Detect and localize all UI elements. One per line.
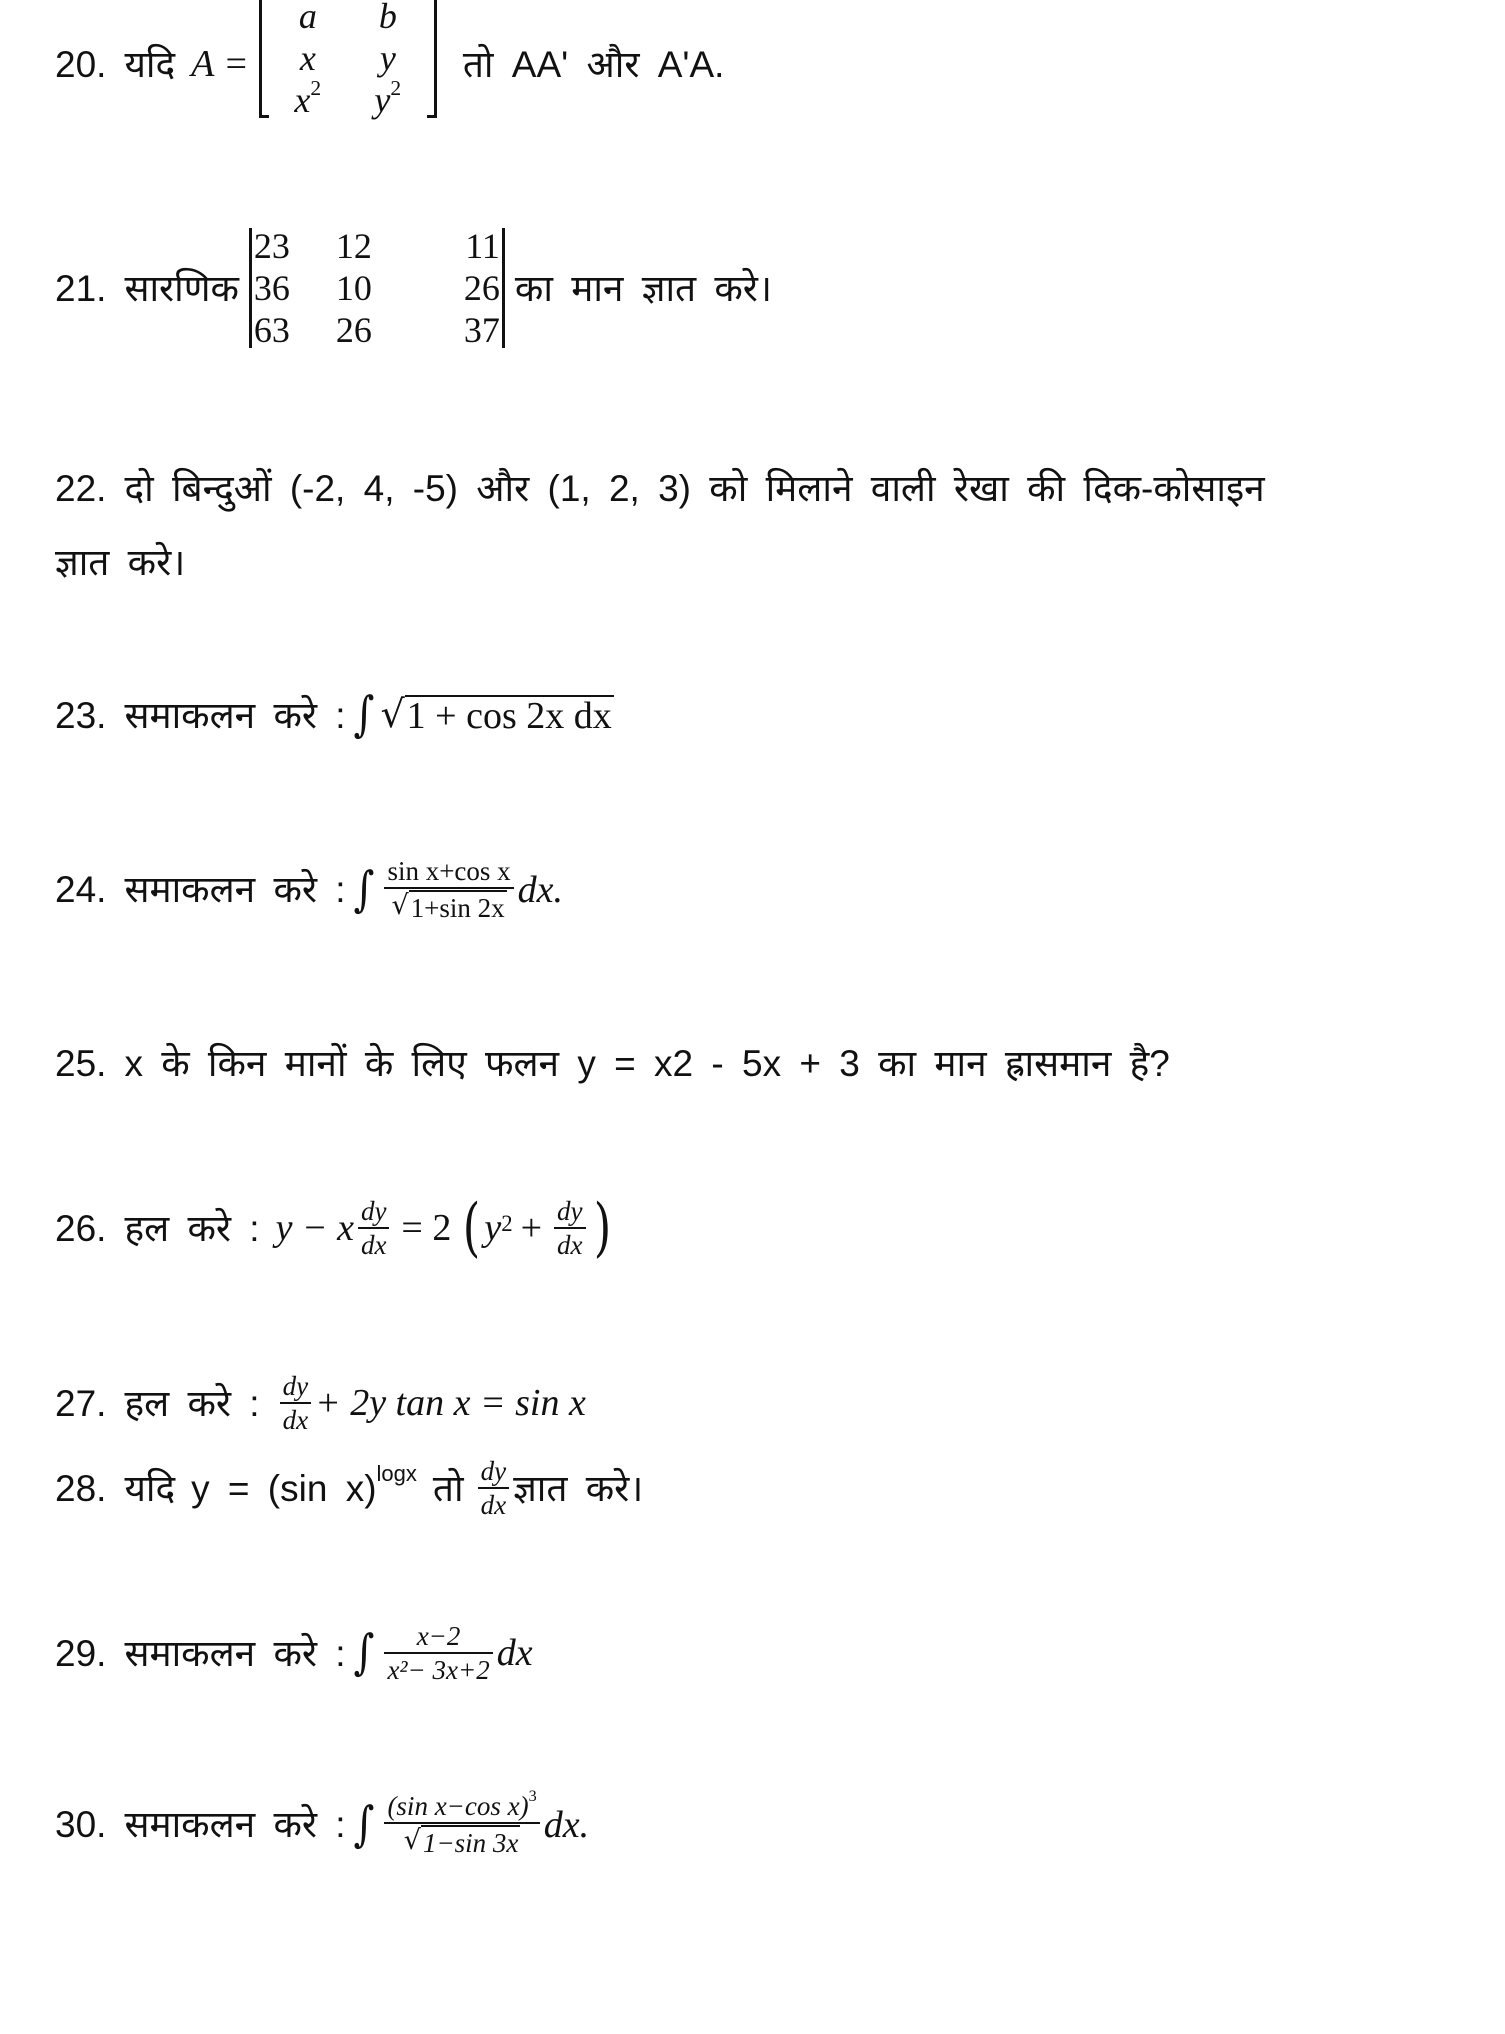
question-30 [55, 1787, 590, 1860]
question-prefix: हल करे : [124, 1207, 260, 1249]
math-lhs: A = [191, 43, 249, 85]
question-number: 30. [55, 1804, 107, 1846]
question-mid: तो [432, 1467, 464, 1509]
differential-equation: $\frac{dy}{dx}$ + 2y tan x = sin x [276, 1370, 586, 1437]
question-number: 26. [55, 1207, 107, 1249]
integral-sign: ∫ [353, 687, 375, 743]
question-prefix: समाकलन करे : [124, 1632, 346, 1674]
differential-equation: y − x $\frac{dy}{dx}$ = 2 ( y 2 + $\frac{dy}{dx}$ ) [275, 1191, 611, 1266]
question-22-line2: ज्ञात करे। [55, 542, 186, 583]
question-number: 24. [55, 869, 107, 911]
question-number: 21. [55, 267, 107, 309]
integral-sign: ∫ [353, 862, 375, 918]
exponent: logx [376, 1461, 417, 1487]
integral-expression: ∫ (sin x−cos x)$^3$ √ 1−sin 3x dx. [353, 1787, 590, 1859]
question-26 [55, 1191, 615, 1266]
question-prefix: समाकलन करे : [124, 1804, 346, 1846]
derivative: $\frac{dy}{dx}$ [474, 1455, 513, 1522]
matrix-a: a b x y $x^2$ $y^2$ [259, 0, 437, 118]
question-prefix: समाकलन करे : [124, 869, 346, 911]
integral-expression: ∫ sin x+cos x √ 1+sin 2x dx. [353, 856, 564, 924]
question-29 [55, 1620, 533, 1687]
question-27 [55, 1370, 586, 1437]
question-22 [55, 470, 1265, 507]
determinant: 23 12 11 36 10 26 63 26 37 [249, 228, 505, 348]
integral-expression: ∫ $\frac{x-2}{\text{x²− 3x+2}}$ dx [353, 1621, 533, 1686]
question-25 [55, 1045, 1170, 1082]
question-prefix: हल करे : [124, 1382, 260, 1424]
integral-expression: ∫ √ 1 + cos 2x dx [353, 687, 612, 743]
question-number: 23. [55, 694, 107, 736]
question-23 [55, 687, 614, 743]
question-text: x के किन मानों के लिए फलन y = x2 - 5x + 3 का मान ह्रासमान है? [124, 1043, 1170, 1084]
question-number: 22. [55, 468, 107, 509]
question-prefix: यदि [124, 1467, 176, 1509]
integral-sign: ∫ [353, 1797, 375, 1853]
question-21 [55, 228, 772, 348]
question-suffix: तो AA' और A'A. [462, 43, 725, 85]
question-28 [55, 1455, 643, 1522]
question-prefix: समाकलन करे : [124, 694, 346, 736]
question-number: 25. [55, 1043, 107, 1084]
question-number: 29. [55, 1632, 107, 1674]
question-prefix: यदि [124, 43, 176, 85]
question-number: 28. [55, 1467, 107, 1509]
expression: y = (sin x) [191, 1467, 377, 1509]
question-20 [55, 0, 725, 120]
question-suffix: ज्ञात करे। [513, 1467, 644, 1509]
question-prefix: सारणिक [124, 267, 239, 309]
question-suffix: का मान ज्ञात करे। [514, 267, 772, 309]
integral-sign: ∫ [353, 1625, 375, 1681]
question-24 [55, 855, 563, 925]
question-number: 27. [55, 1382, 107, 1424]
question-text-line1: दो बिन्दुओं (-2, 4, -5) और (1, 2, 3) को मिलाने वाली रेखा की दिक-कोसाइन [124, 468, 1265, 509]
question-number: 20. [55, 43, 107, 85]
